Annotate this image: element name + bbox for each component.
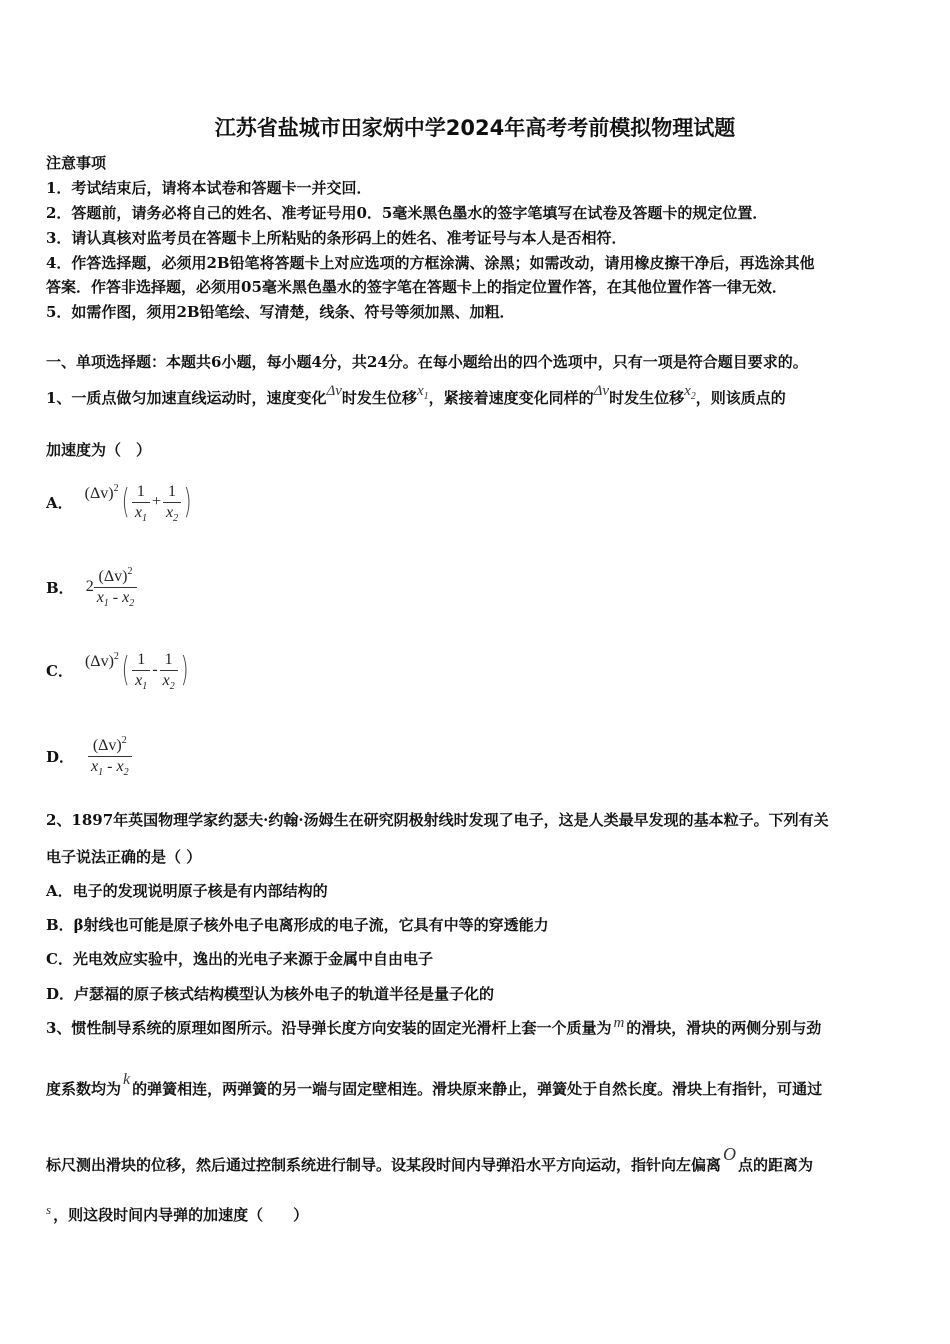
q3-k-var: k	[123, 1071, 131, 1088]
q2-option-b[interactable]: B．β射线也可能是原子核外电子电离形成的电子流，它具有中等的穿透能力	[46, 916, 549, 934]
note-item-2: 2．答题前，请务必将自己的姓名、准考证号用0．5毫米黑色墨水的签字笔填写在试卷及答题卡的规定位置．	[46, 204, 768, 222]
question-2-line1: 2、1897年英国物理学家约瑟夫·约翰·汤姆生在研究阴极射线时发现了电子，这是人类最早发现的基本粒子。下列有关	[46, 811, 829, 829]
q1-option-b-label: B．	[46, 578, 74, 597]
page-title: 江苏省盐城市田家炳中学2024年高考考前模拟物理试题	[214, 116, 736, 140]
question-1-line1	[46, 383, 786, 408]
q1-text-3: ，紧接着速度变化同样的	[428, 389, 594, 407]
q1-option-d-label: D．	[46, 747, 75, 766]
note-item-1: 1．考试结束后，请将本试卷和答题卡一并交回．	[46, 179, 372, 197]
q1-text-2: 时发生位移	[341, 389, 417, 407]
q1-option-d-formula: $\frac{(\Delta v)^2}{x_1 - x_2}$	[88, 737, 132, 776]
question-3-line1: 3、惯性制导系统的原理如图所示。沿导弹长度方向安装的固定光滑杆上套一个质量为 m 的滑块，滑块的两侧分别与劲	[46, 1015, 822, 1037]
q1-text-1: 1、一质点做匀加速直线运动时，速度变化	[46, 389, 327, 407]
q1-dv-2: Δv	[593, 383, 610, 399]
note-item-5: 5．如需作图，须用2B铅笔绘、写清楚，线条、符号等须加黑、加粗．	[46, 303, 515, 321]
q1-x2: $x_2$	[684, 383, 696, 402]
q1-option-b[interactable]	[46, 558, 137, 616]
q1-text-5: ，则该质点的	[695, 389, 786, 407]
q1-option-a-formula: $(\Delta v)^2$ ( $\frac{1}{x_1}$ + $\frac{1}{x_2}$ )	[84, 482, 192, 524]
q1-x1: $x_1$	[416, 383, 429, 402]
note-item-4-cont: 答案．作答非选择题，必须用05毫米黑色墨水的签字笔在答题卡上的指定位置作答，在其他位置作答一律无效．	[46, 278, 787, 296]
q1-option-a[interactable]	[46, 474, 194, 530]
q3-O-var: O	[723, 1144, 737, 1164]
question-3-line2: 度系数均为k的弹簧相连，两弹簧的另一端与固定壁相连。滑块原来静止，弹簧处于自然长度。滑块上有指针，可通过	[46, 1071, 823, 1098]
note-item-3: 3．请认真核对监考员在答题卡上所粘贴的条形码上的姓名、准考证号与本人是否相符．	[46, 229, 627, 247]
question-1-line2: 加速度为（ ）	[46, 441, 152, 459]
question-3-line3: 标尺测出滑块的位移，然后通过控制系统进行制导。设某段时间内导弹沿水平方向运动，指针向左偏离O点的距离为	[46, 1144, 814, 1174]
q3-s-var: s	[46, 1202, 52, 1217]
note-item-4: 4．作答选择题，必须用2B铅笔将答题卡上对应选项的方框涂满、涂黑；如需改动，请用橡皮擦干净后，再选涂其他	[46, 254, 815, 272]
q1-option-c-formula: $(\Delta v)^2$ ( $\frac{1}{x_1}$ - $\frac{1}{x_2}$ )	[84, 650, 189, 692]
q1-option-c-label: C．	[46, 661, 73, 680]
q2-option-d[interactable]: D．卢瑟福的原子核式结构模型认为核外电子的轨道半径是量子化的	[46, 985, 495, 1003]
q1-option-c[interactable]	[46, 642, 191, 698]
q2-option-c[interactable]: C．光电效应实验中，逸出的光电子来源于金属中自由电子	[46, 950, 433, 968]
q1-dv-1: Δv	[326, 383, 342, 399]
section-heading: 一、单项选择题：本题共6小题，每小题4分，共24分。在每小题给出的四个选项中，只有一项是符合题目要求的。	[46, 353, 808, 371]
question-3-line4: s ，则这段时间内导弹的加速度（ ）	[46, 1202, 309, 1224]
q1-text-4: 时发生位移	[609, 389, 685, 407]
q1-option-a-label: A．	[46, 493, 73, 512]
question-2-line2: 电子说法正确的是（ ）	[46, 848, 202, 866]
notes-heading: 注意事项	[46, 154, 107, 172]
q3-m-var: m	[613, 1015, 625, 1031]
q1-option-d[interactable]	[46, 727, 132, 785]
q2-option-a[interactable]: A．电子的发现说明原子核是有内部结构的	[46, 882, 328, 900]
q1-option-b-formula: 2 $\frac{(\Delta v)^2}{x_1 - x_2}$	[86, 568, 138, 607]
